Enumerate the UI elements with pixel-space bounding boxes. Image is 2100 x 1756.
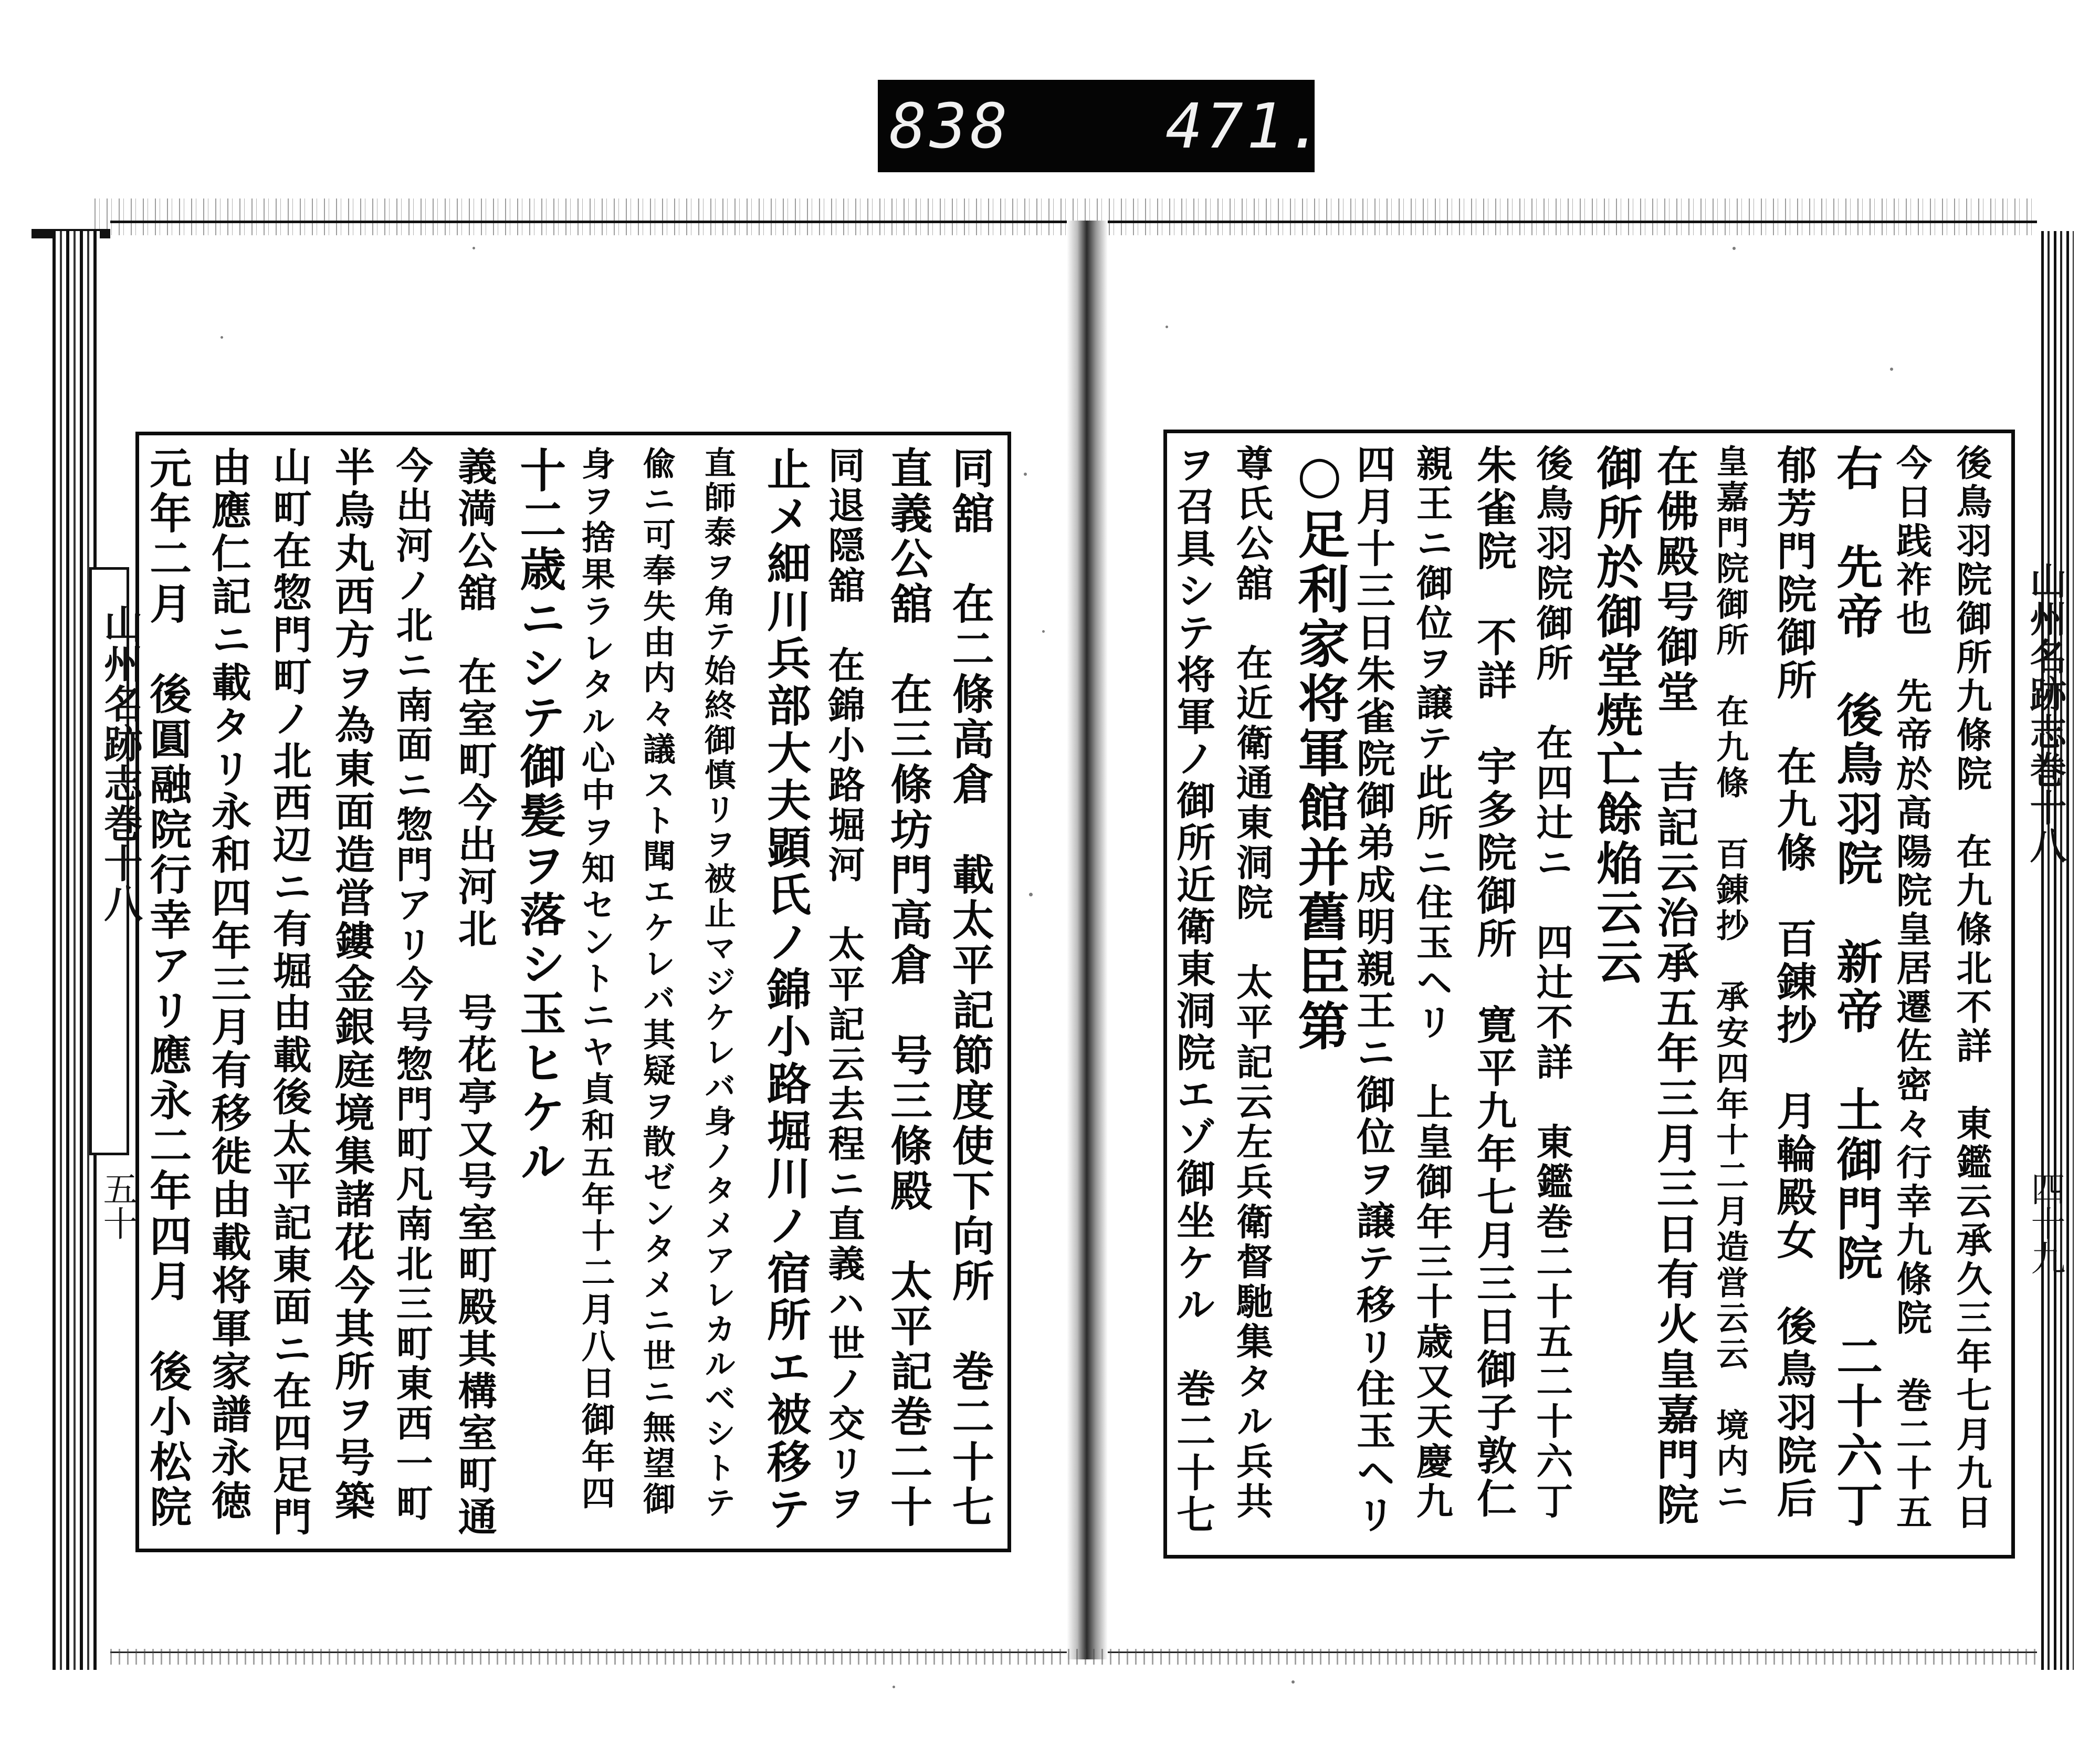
book-gutter (1067, 221, 1108, 1659)
right-page-column: ○足利家将軍館并舊臣第 (1289, 444, 1350, 1054)
right-page-column: 四月十三日朱雀院御弟成明親王ニ御位ヲ譲テ移リ住玉ヘリ (1350, 444, 1395, 1537)
right-band-title: 山州名跡志巻十八 (2024, 562, 2067, 864)
right-page-column: 後鳥羽院御所九條院 在九條北不詳 東鑑云承久三年七月九日 (1950, 444, 1992, 1532)
scan-speck (220, 336, 223, 339)
scan-speck (1292, 1680, 1295, 1684)
left-page-column: 直師泰ヲ角テ始終御慎リヲ被止マジケレバ身ノタメアレカルベシトテ (699, 446, 736, 1521)
left-page-column: 由應仁記ニ載タリ永和四年三月有移徙由載将軍家譜永徳 (205, 446, 252, 1523)
right-page-column: ヲ召具シテ将軍ノ御所近衛東洞院エゾ御坐ケル 巻二十七 (1170, 444, 1216, 1537)
page-bottom-edge (110, 1649, 2042, 1665)
left-page-column: 山町在惣門町ノ北西辺ニ有堀由載後太平記東面ニ在四足門 (266, 446, 312, 1539)
right-folio-number: 四十九 (2025, 1171, 2065, 1275)
left-page-column: 止メ細川兵部大夫顕氏ノ錦小路堀川ノ宿所エ被移テ (760, 446, 812, 1533)
left-band-title: 山州名跡志巻十八 (98, 604, 143, 923)
scan-speck (1029, 893, 1033, 896)
left-page-column: 義満公舘 在室町今出河北 号花亭又号室町殿其構室町通 (452, 446, 497, 1539)
left-page-column: 今出河ノ北ニ南面ニ惣門アリ今号惣門町凡南北三町東西一町 (390, 446, 434, 1524)
right-page-column: 今日践祚也 先帝於高陽院皇居遷佐密々行幸九條院 巻二十五 (1890, 444, 1933, 1532)
right-page-column: 郁芳門院御所 在九條 百錬抄 月輪殿女 後鳥羽院后 (1770, 444, 1817, 1521)
left-folio-number: 五十 (97, 1171, 138, 1240)
right-page-column: 右 先帝 後鳥羽院 新帝 土御門院 二十六丁 (1829, 444, 1884, 1530)
scan-speck (1890, 368, 1893, 371)
scan-speck (1166, 326, 1168, 328)
right-page-column: 尊氏公舘 在近衛通東洞院 太平記云左兵衛督馳集タル兵共 (1230, 444, 1274, 1522)
left-page-column: 身ヲ捨果ラレタル心中ヲ知セントニヤ貞和五年十二月八日御年四 (575, 446, 615, 1512)
right-page-column: 在佛殿号御堂 吉記云治承五年三月三日有火皇嘉門院 (1650, 444, 1699, 1528)
left-page-column: 元年二月 後圓融院行幸アリ應永二年四月 後小松院 (142, 446, 192, 1530)
left-page-column: 同舘 在二條高倉 載太平記節度使下向所 巻二十七 (945, 446, 995, 1530)
catalog-number-label (878, 80, 1328, 172)
left-page-column: 十二歳ニシテ御髪ヲ落シ玉ヒケル (512, 446, 568, 1187)
left-page-column: 同退隠舘 在錦小路堀河 太平記云去程ニ直義ハ世ノ交リヲ (822, 446, 866, 1524)
scan-speck (472, 247, 475, 249)
catalog-number-part1: 838 (889, 90, 1011, 162)
scan-speck (892, 1686, 895, 1688)
left-page-column: 偸ニ可奉失由内々議スト聞エケレバ其疑ヲ散ゼンタメニ世ニ無望御 (637, 446, 676, 1518)
left-page-column: 半烏丸西方ヲ為東面造営鏤金銀庭境集諸花今其所ヲ号築 (328, 446, 375, 1523)
left-page-column: 直義公舘 在三條坊門高倉 号三條殿 太平記巻二十 (883, 446, 933, 1530)
right-page-column: 朱雀院 不詳 宇多院御所 寛平九年七月三日御子敦仁 (1470, 444, 1517, 1521)
catalog-number-part2: 471. (1166, 90, 1328, 162)
scan-speck (1042, 630, 1045, 633)
right-page-column: 後鳥羽院御所 在四辻ニ 四辻不詳 東鑑巻二十五二十六丁 (1530, 444, 1574, 1522)
right-page-column: 皇嘉門院御所 在九條 百錬抄 承安四年十二月造営云云 境内ニ (1710, 444, 1749, 1515)
right-book-edge (2037, 231, 2074, 1670)
scan-speck (1024, 473, 1027, 476)
scan-speck (1732, 247, 1736, 250)
right-page-column: 親王ニ御位ヲ譲テ此所ニ住玉ヘリ 上皇御年三十歳又天慶九 (1410, 444, 1454, 1522)
right-page-column: 御所於御堂焼亡餘焔云云 (1589, 444, 1644, 987)
